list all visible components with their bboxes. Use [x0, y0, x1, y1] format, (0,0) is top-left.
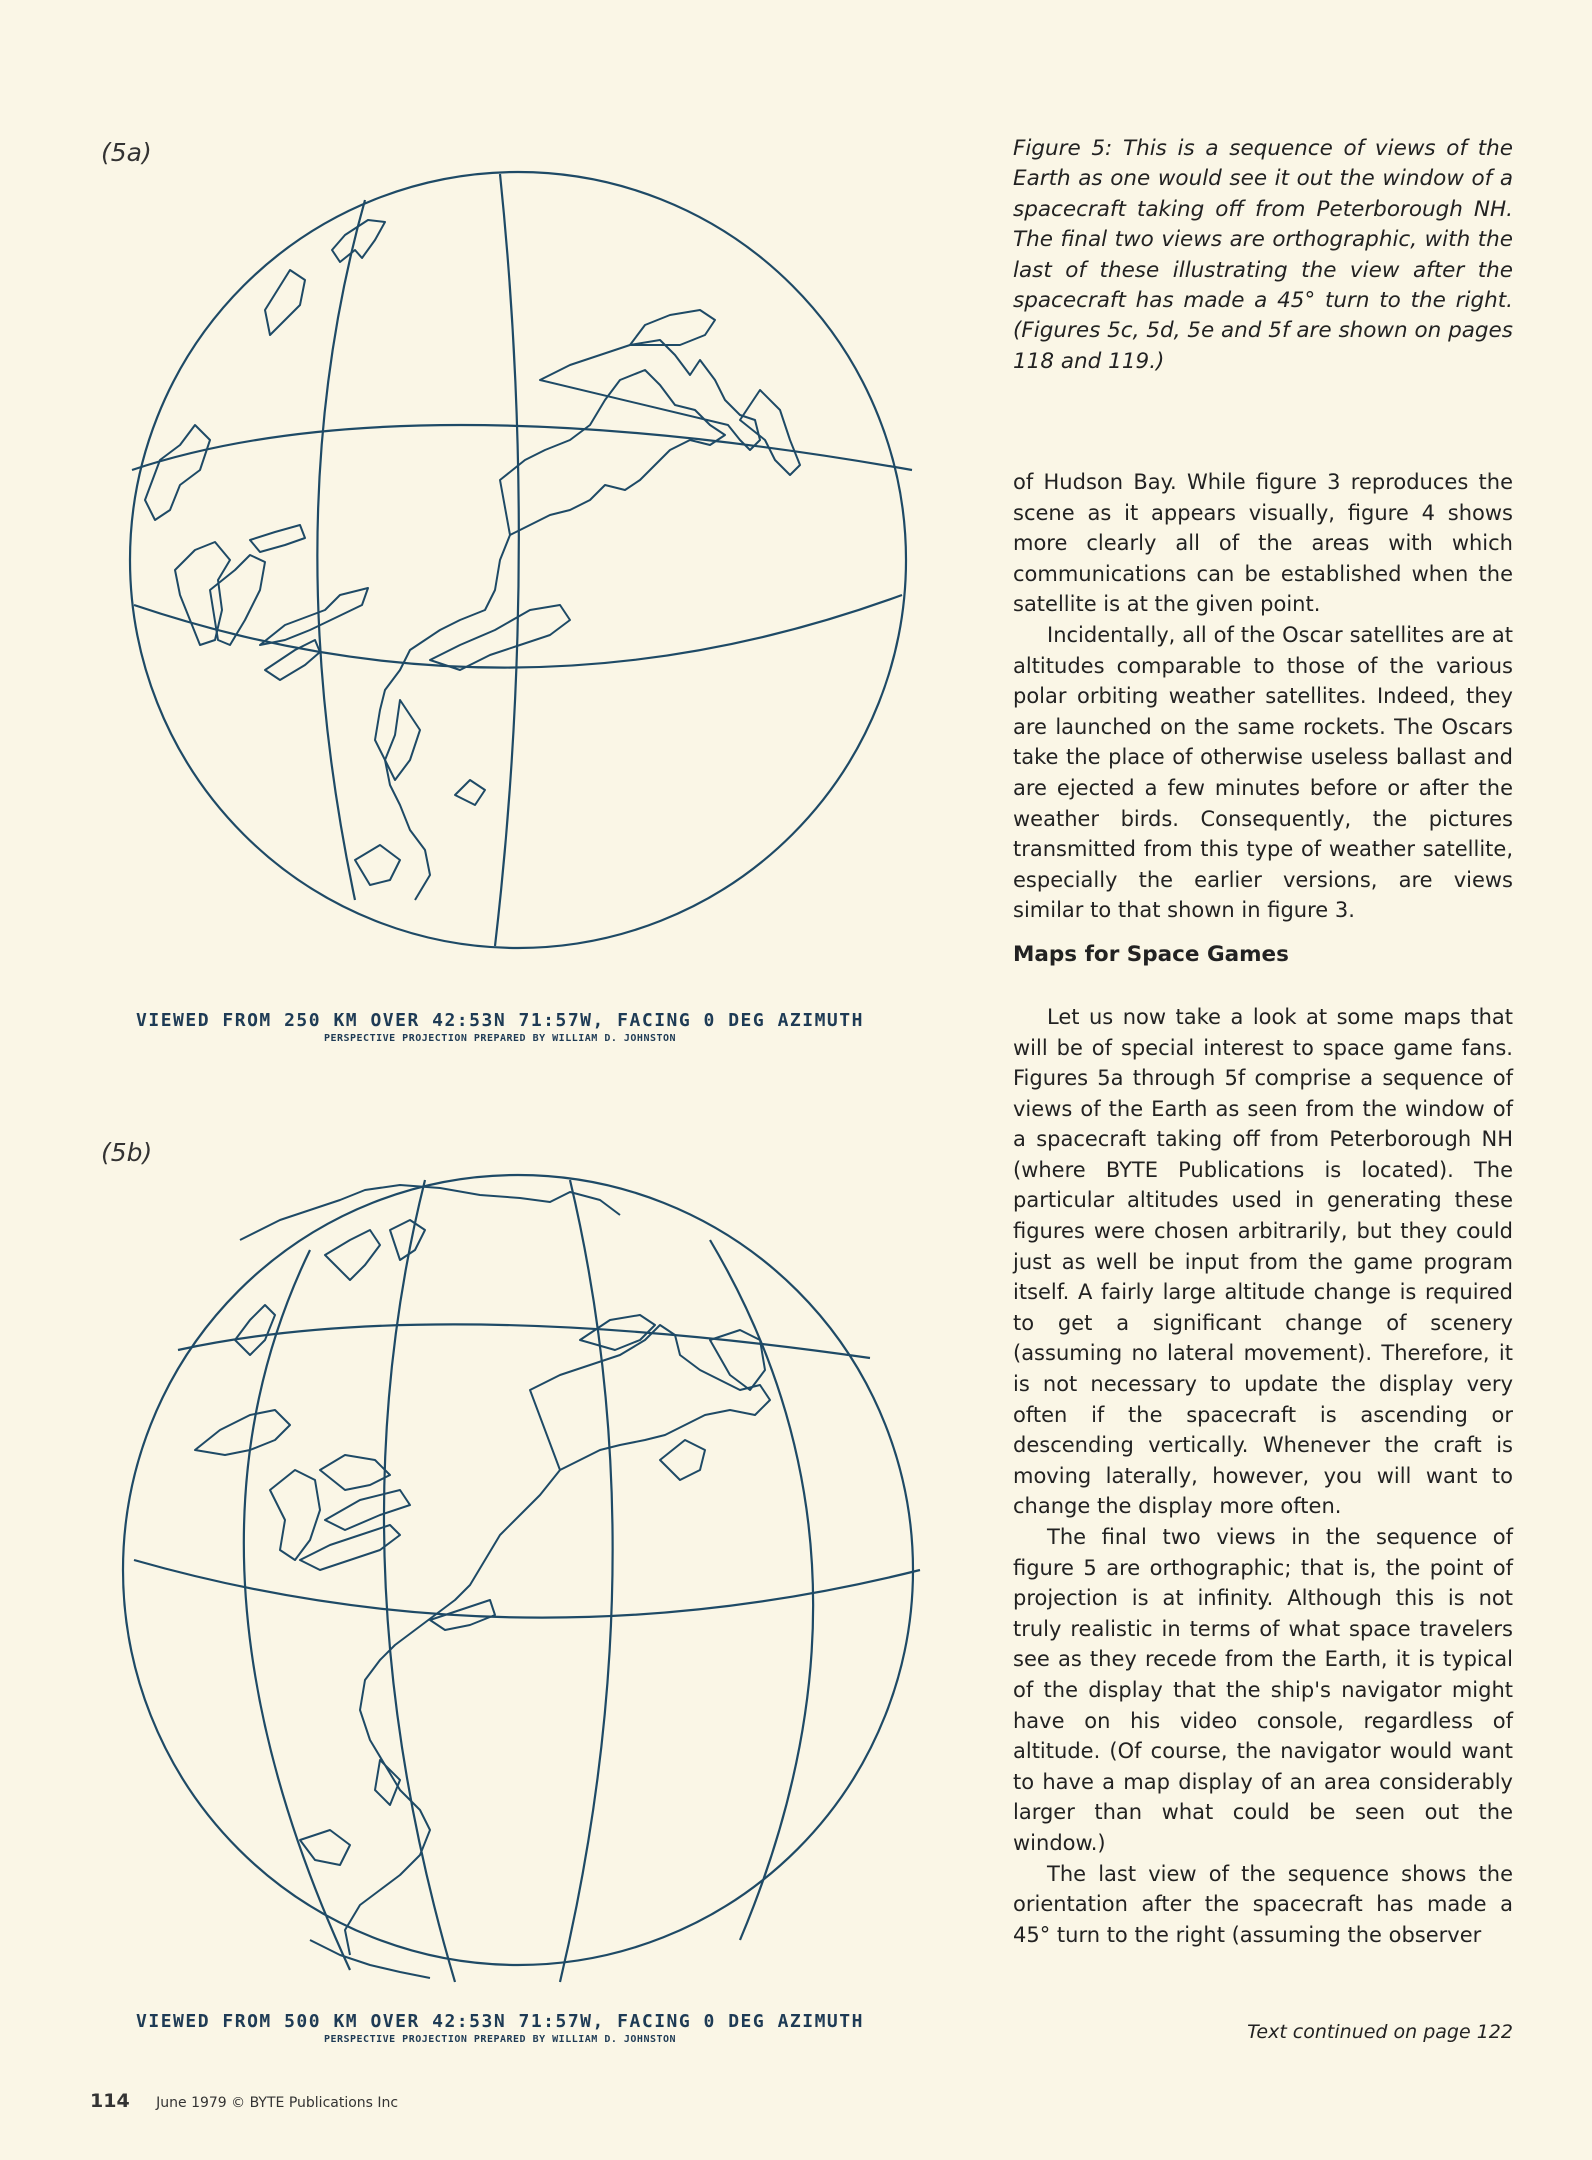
figure-5b-plot-caption — [100, 2011, 900, 2045]
section-heading: Maps for Space Games — [1013, 941, 1289, 967]
figure-5-caption: Figure 5: This is a sequence of views of the Earth as one would see it out the window of a spacecraft taking off from Peterborough NH. The final two views are orthographic, with the last of these illustrating the view after the spacecraft has made a 45° turn to the right. (Figures 5c, 5d, 5e and 5f are shown on pages 118 and 119.) — [1013, 136, 1513, 374]
globe-plot-5a — [100, 140, 940, 960]
body-paragraph-2: Incidentally, all of the Oscar satellites are at altitudes comparable to those of the various polar orbiting weather satellites. Indeed, they are launched on the same rockets. The Oscars take the place of otherwise useless ballast and are ejected a few minutes before or after the weather birds. Consequently, the pictures transmitted from this type of weather satellite, especially the earlier versions, are views similar to that shown in figure 3. — [1013, 622, 1513, 923]
page-number: 114 — [90, 2090, 130, 2112]
body-paragraph-4: The final two views in the sequence of figure 5 are orthographic; that is, the point of projection is at infinity. Although this is not truly realistic in terms of what space travelers see as they recede from the Earth, it is typical of the display that the ship's navigator might have on his video console, regardless of altitude. (Of course, the navigator would want to have a map display of an area considerably larger than what could be seen out the window.) — [1013, 1525, 1513, 1855]
globe-outline — [123, 1175, 913, 1965]
article-body — [1013, 467, 1513, 1950]
figure-5b-label: (5b) — [101, 1138, 153, 1167]
plot-caption-line1: VIEWED FROM 250 KM OVER 42:53N 71:57W, FACING 0 DEG AZIMUTH — [136, 1010, 864, 1031]
figure-5a-plot-caption — [100, 1010, 900, 1044]
coastlines — [195, 1185, 770, 1978]
globe-plot-5b — [100, 1140, 940, 2000]
page-footer — [90, 2090, 398, 2112]
coastlines — [145, 220, 800, 900]
figure-5a-label: (5a) — [101, 138, 152, 167]
plot-caption-line2: PERSPECTIVE PROJECTION PREPARED BY WILLIAM D. JOHNSTON — [323, 1033, 677, 1044]
plot-caption-line2: PERSPECTIVE PROJECTION PREPARED BY WILLIAM D. JOHNSTON — [323, 2034, 677, 2045]
publication-line: June 1979 © BYTE Publications Inc — [156, 2095, 399, 2111]
plot-caption-line1: VIEWED FROM 500 KM OVER 42:53N 71:57W, FACING 0 DEG AZIMUTH — [136, 2011, 864, 2032]
continued-note: Text continued on page 122 — [1247, 2021, 1513, 2043]
body-paragraph-1: of Hudson Bay. While figure 3 reproduces the scene as it appears visually, figure 4 shows more clearly all of the areas with which communications can be established when the satellite is at the given point. — [1013, 470, 1513, 617]
body-paragraph-3: Let us now take a look at some maps that will be of special interest to space game fans. Figures 5a through 5f comprise a sequence of views of the Earth as seen from the window of a spacecraft taking off from Peterborough NH (where BYTE Publications is located). The particular altitudes used in generating these figures were chosen arbitrarily, but they could just as well be input from the game program itself. A fairly large altitude change is required to get a significant change of scenery (assuming no lateral movement). Therefore, it is not necessary to update the display very often if the spacecraft is ascending or descending vertically. Whenever the craft is moving laterally, however, you will want to change the display more often. — [1013, 1004, 1513, 1519]
body-paragraph-5: The last view of the sequence shows the orientation after the spacecraft has made a 45° turn to the right (assuming the observer — [1013, 1861, 1513, 1947]
